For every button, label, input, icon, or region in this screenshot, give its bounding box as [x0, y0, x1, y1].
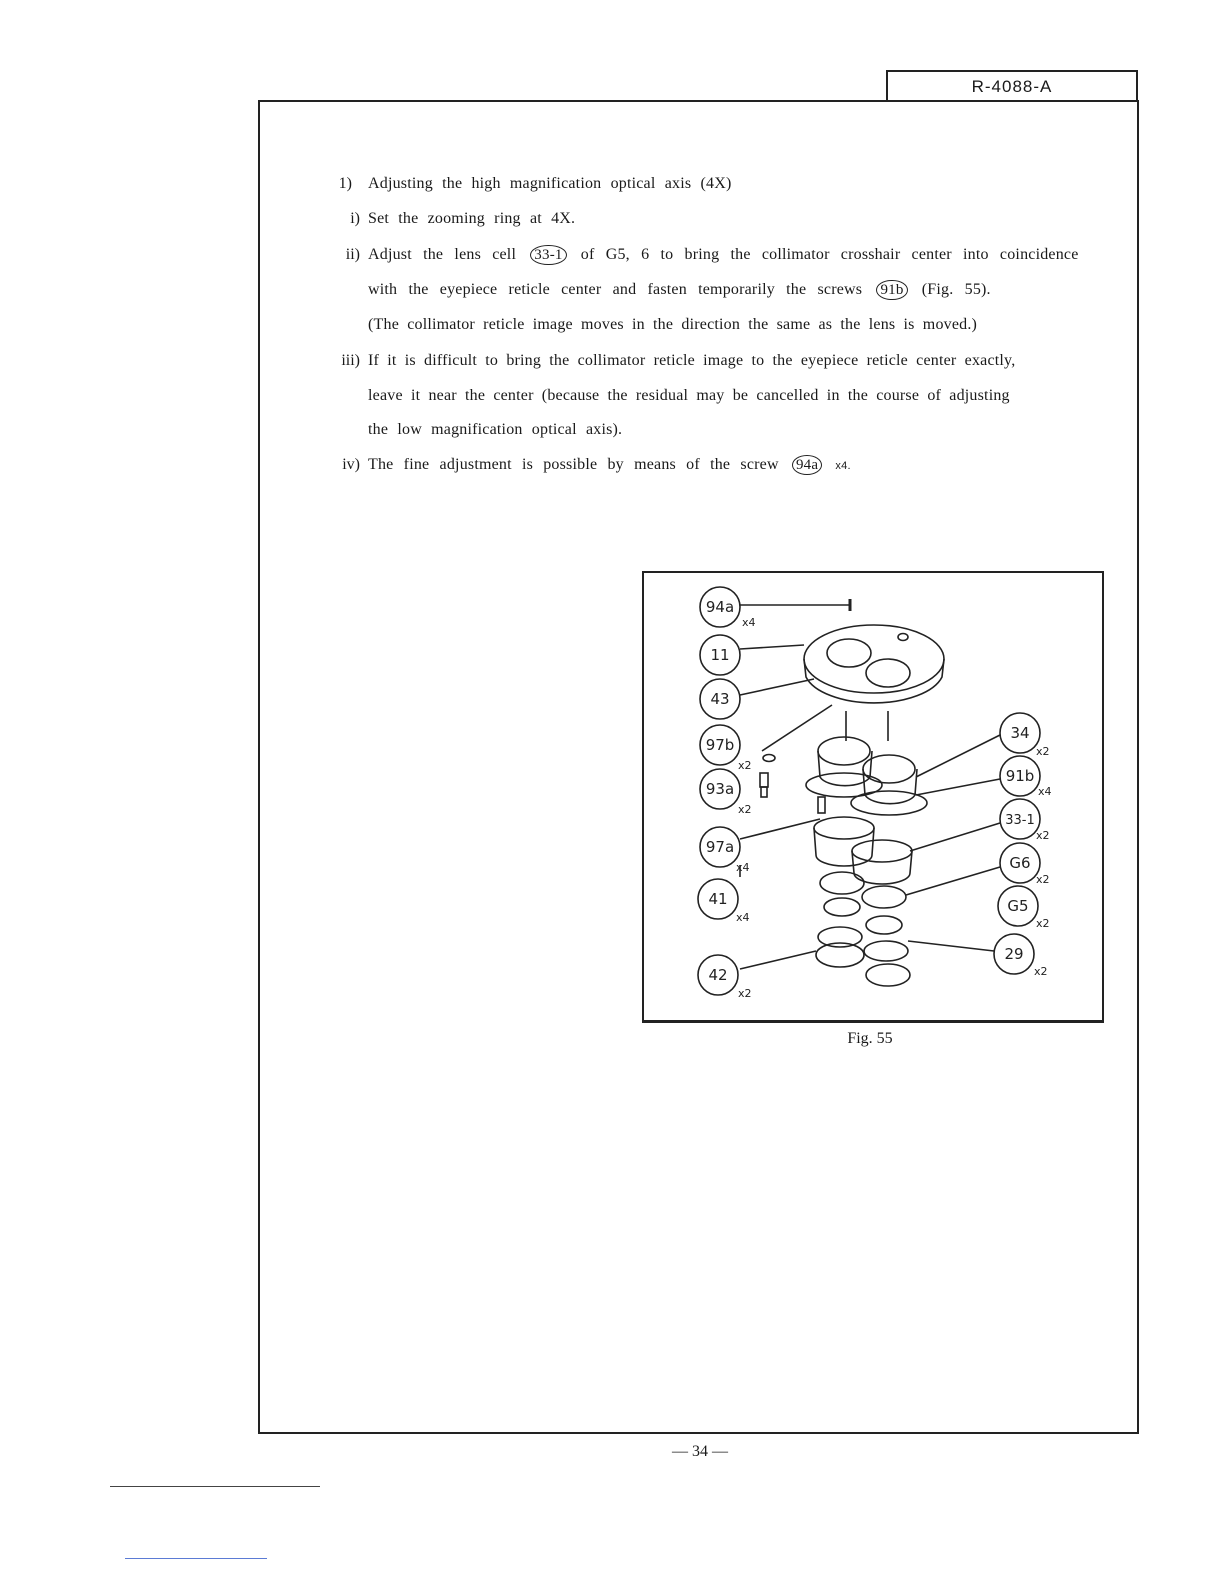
- callout-G6-label: G6: [1009, 854, 1031, 872]
- callout-G5-label: G5: [1007, 897, 1029, 915]
- callout-33-1-label: 33-1: [1005, 813, 1035, 828]
- step-iv-number: iv): [342, 456, 360, 473]
- callout-97a-qty: x4: [736, 861, 750, 874]
- page-number: — 34 —: [672, 1443, 728, 1460]
- callout-91b-label: 91b: [1005, 767, 1035, 785]
- footer-rule-left: [110, 1486, 320, 1487]
- figure-caption: Fig. 55: [847, 1030, 893, 1047]
- callout-33-1-qty: x2: [1036, 829, 1050, 842]
- callout-91b-qty: x4: [1038, 785, 1052, 798]
- step-ii-line3: (The collimator reticle image moves in the direction the same as the lens is moved.): [368, 316, 978, 333]
- callout-G6-qty: x2: [1036, 873, 1050, 886]
- step-iv-qty: x4.: [835, 460, 851, 472]
- step-ii-line2-pre: with the eyepiece reticle center and fasten temporarily the screws: [368, 281, 863, 298]
- callout-29-label: 29: [1004, 945, 1024, 963]
- step-ii-line1-post: of G5, 6 to bring the collimator crosshair center into coincidence: [580, 246, 1079, 263]
- step-iii-line3: the low magnification optical axis).: [368, 421, 623, 438]
- step-iii-line2: leave it near the center (because the residual may be cancelled in the course of adjusting: [368, 387, 1010, 404]
- step-i-number: i): [350, 210, 360, 227]
- step-ii-number: ii): [345, 246, 360, 263]
- callout-97a-label: 97a: [705, 838, 735, 856]
- ref-33-1-callout: 33-1: [530, 245, 566, 265]
- step-iv-pre: The fine adjustment is possible by means of the screw: [368, 456, 779, 473]
- callout-41-qty: x4: [736, 911, 750, 924]
- callout-97b-label: 97b: [705, 736, 735, 754]
- bottom-rule: [125, 1558, 267, 1559]
- callout-93a-label: 93a: [705, 780, 735, 798]
- callout-29-qty: x2: [1034, 965, 1048, 978]
- step-i-text: Set the zooming ring at 4X.: [368, 210, 576, 227]
- document-code: R-4088-A: [886, 70, 1138, 102]
- callout-34-label: 34: [1010, 724, 1030, 742]
- section-number: 1): [338, 175, 352, 192]
- section-title: Adjusting the high magnification optical axis (4X): [368, 175, 732, 192]
- callout-41-label: 41: [708, 890, 728, 908]
- callout-34-qty: x2: [1036, 745, 1050, 758]
- callout-93a-qty: x2: [738, 803, 752, 816]
- step-ii-line1: [368, 245, 1079, 265]
- step-ii-line2-post: (Fig. 55).: [921, 281, 991, 298]
- callout-G5-qty: x2: [1036, 917, 1050, 930]
- figure-55: [642, 571, 1104, 1023]
- callout-11-label: 11: [710, 646, 730, 664]
- callout-42-qty: x2: [738, 987, 752, 1000]
- callout-94a-qty: x4: [742, 616, 756, 629]
- ref-91b-callout: 91b: [876, 280, 907, 300]
- callout-97b-qty: x2: [738, 759, 752, 772]
- callout-94a-label: 94a: [705, 598, 735, 616]
- step-iii-line1: If it is difficult to bring the collimator reticle image to the eyepiece reticle center exactly,: [368, 352, 1016, 369]
- exploded-assembly-drawing: [644, 573, 1102, 1020]
- step-ii-line1-pre: Adjust the lens cell: [368, 246, 517, 263]
- step-iii-number: iii): [341, 352, 360, 369]
- callout-43-label: 43: [710, 690, 730, 708]
- callout-42-label: 42: [708, 966, 728, 984]
- step-ii-line2: [368, 280, 991, 300]
- ref-94a-callout: 94a: [792, 455, 822, 475]
- step-iv-text: [368, 455, 851, 476]
